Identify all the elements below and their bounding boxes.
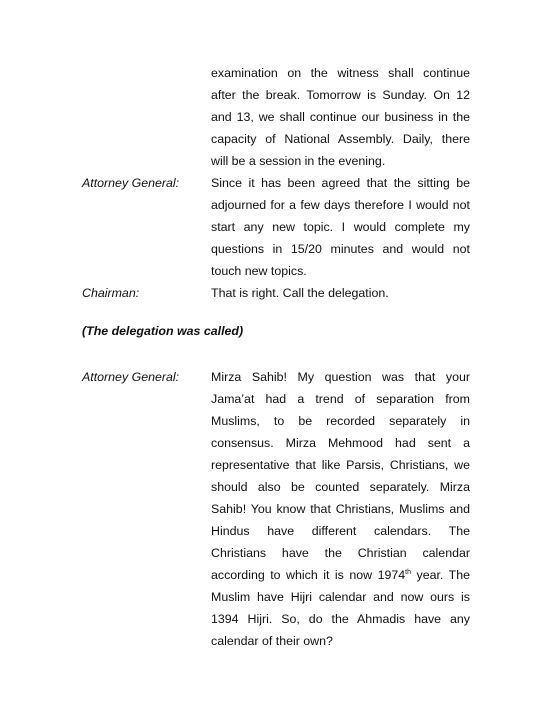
text-line: representative that like Parsis, Christians, we (211, 458, 470, 472)
text-line: examination on the witness shall continue (211, 66, 470, 80)
text-line: adjourned for a few days therefore I would not (211, 198, 470, 212)
text-line: Since it has been agreed that the sitting be (211, 176, 470, 190)
text-line: consensus. Mirza Mehmood had sent a (211, 436, 470, 450)
text-line: Jama’at had a trend of separation from (211, 392, 470, 406)
text-segment: year. The (411, 568, 470, 582)
text-line: after the break. Tomorrow is Sunday. On 12 (211, 88, 470, 102)
text-line: questions in 15/20 minutes and would not (211, 242, 470, 256)
continuation-text (211, 62, 470, 172)
text-line: calendar of their own? (211, 634, 333, 648)
text-line: Muslim have Hijri calendar and now ours is (211, 590, 470, 604)
text-line: will be a session in the evening. (211, 154, 386, 168)
speech-text (211, 172, 470, 282)
text-line: Mirza Sahib! My question was that your (211, 370, 470, 384)
text-line: and 13, we shall continue our business in the (211, 110, 470, 124)
text-line: capacity of National Assembly. Daily, there (211, 132, 470, 146)
text-line: Christians have the Christian calendar (211, 546, 470, 560)
speech-text (211, 366, 470, 652)
text-line: should also be counted separately. Mirza (211, 480, 470, 494)
speaker-label: Attorney General: (82, 176, 180, 190)
speaker-label: Chairman: (82, 286, 140, 300)
text-line: start any new topic. I would complete my (211, 220, 470, 234)
ordinal-superscript: th (405, 568, 412, 576)
speaker-label: Attorney General: (82, 370, 180, 384)
text-line (211, 564, 470, 586)
text-line: That is right. Call the delegation. (211, 286, 389, 300)
speech-text (211, 282, 470, 304)
stage-direction: (The delegation was called) (82, 324, 244, 338)
text-line: Sahib! You know that Christians, Muslims and (211, 502, 470, 516)
text-line: Muslims, to be recorded separately in (211, 414, 470, 428)
text-line: Hindus have different calendars. The (211, 524, 470, 538)
text-line: 1394 Hijri. So, do the Ahmadis have any (211, 612, 470, 626)
text-line: touch new topics. (211, 264, 307, 278)
text-segment: according to which it is now 1974 (211, 568, 406, 582)
